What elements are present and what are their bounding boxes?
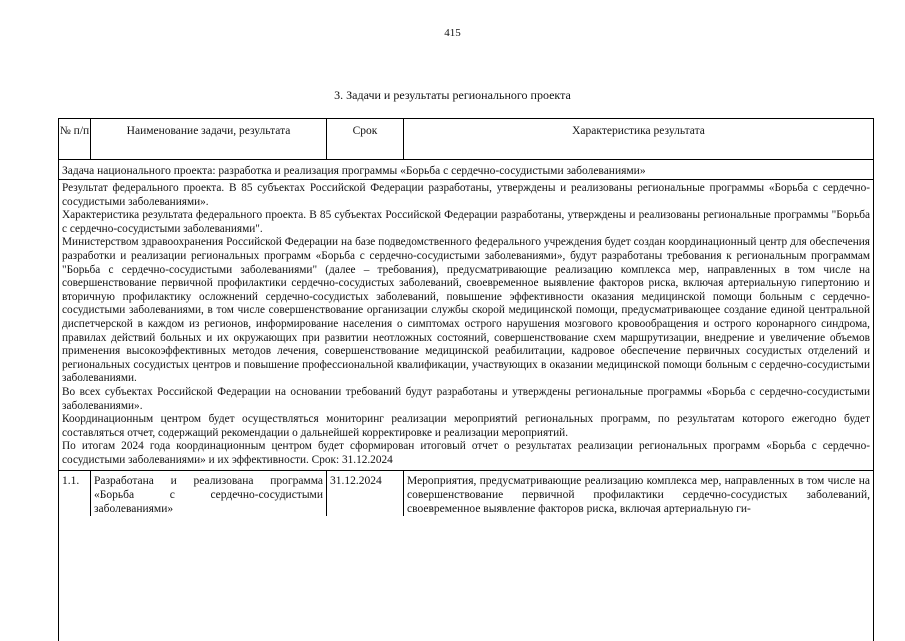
results-table — [58, 118, 874, 641]
table-header-row — [59, 119, 873, 160]
row-characteristic: Мероприятия, предусматривающие реализацию комплекса мер, направленных в том числе на совершенствование первичной профилактики сердечно-сосудистых заболеваний, своевременное выявление факторов риска, включая артериальную ги- — [407, 475, 870, 516]
header-term: Срок — [327, 119, 404, 159]
row-num: 1.1. — [59, 471, 91, 516]
header-characteristic: Характеристика результата — [572, 125, 705, 137]
table-row — [59, 471, 873, 516]
federal-result-paragraph: Во всех субъектах Российской Федерации на основании требований будут разработаны и утверждены региональные программы «Борьба с сердечно-сосудистыми заболеваниями». — [62, 385, 870, 412]
federal-result-paragraph: По итогам 2024 года координационным центром будет сформирован итоговый отчет о результатах реализации региональных программ «Борьба с сердечно-сосудистыми заболеваниями» и их эффективности. Срок: 31.12.2024 — [62, 440, 870, 466]
row-term: 31.12.2024 — [327, 471, 404, 516]
national-task-row: Задача национального проекта: разработка и реализация программы «Борьба с сердечно-сосудистыми заболеваниями» — [59, 160, 873, 180]
federal-result-paragraph: Характеристика результата федерального проекта. В 85 субъектах Российской Федерации разработаны, утверждены и реализованы региональные программы "Борьба с сердечно-сосудистыми заболеваниями". — [62, 209, 870, 235]
row-name: Разработана и реализована программа «Борьба с сердечно-сосудистыми заболеваниями» — [91, 471, 327, 516]
federal-result-paragraph: Координационным центром будет осуществляться мониторинг реализации мероприятий региональных программ, по результатам которого ежегодно будет составляться отчет, содержащий рекомендации о дальнейшей корректировке и реализации мероприятий. — [62, 413, 870, 439]
page-number: 415 — [444, 27, 461, 39]
federal-result-block — [59, 180, 873, 471]
federal-result-paragraph: Министерством здравоохранения Российской Федерации на базе подведомственного федерального учреждения будет создан координационный центр для обеспечения разработки и реализации региональных программ «Борьба с сердечно-сосудистыми заболеваниями», будут разработаны требования к региональным программам "Борьба с сердечно-сосудистыми заболеваниями" (далее – требования), предусматривающие реализацию комплекса мер, направленных в том числе на совершенствование первичной профилактики сердечно-сосудистых заболеваний, своевременное выявление факторов риска, включая артериальную гипертонию и вторичную профилактику осложнений сердечно-сосудистых заболеваний, повышение эффективности оказания медицинской помощи больным с сердечно-сосудистыми заболеваниями, в том числе совершенствование организации службы скорой медицинской помощи, предусматривающее создание единой центральной диспетчерской в каждом из регионов, информирование населения о симптомах острого нарушения мозгового кровообращения и острого коронарного синдрома, правилах действий больных и их окружающих при развитии неотложных состояний, совершенствование схем маршрутизации, внедрение и увеличение объемов применения высокоэффективных методов лечения, совершенствование медицинской реабилитации, кадровое обеспечение первичных сосудистых отделений и региональных сосудистых центров и повышение профессиональной квалификации, участвующих в оказании медицинской помощи больным с сердечно-сосудистыми заболеваниями. — [62, 236, 870, 385]
federal-result-paragraph: Результат федерального проекта. В 85 субъектах Российской Федерации разработаны, утверждены и реализованы региональные программы «Борьба с сердечно-сосудистыми заболеваниями». — [62, 182, 870, 208]
header-name: Наименование задачи, результата — [91, 119, 327, 159]
header-num: № п/п — [59, 119, 91, 159]
section-title: 3. Задачи и результаты регионального проекта — [334, 88, 571, 102]
